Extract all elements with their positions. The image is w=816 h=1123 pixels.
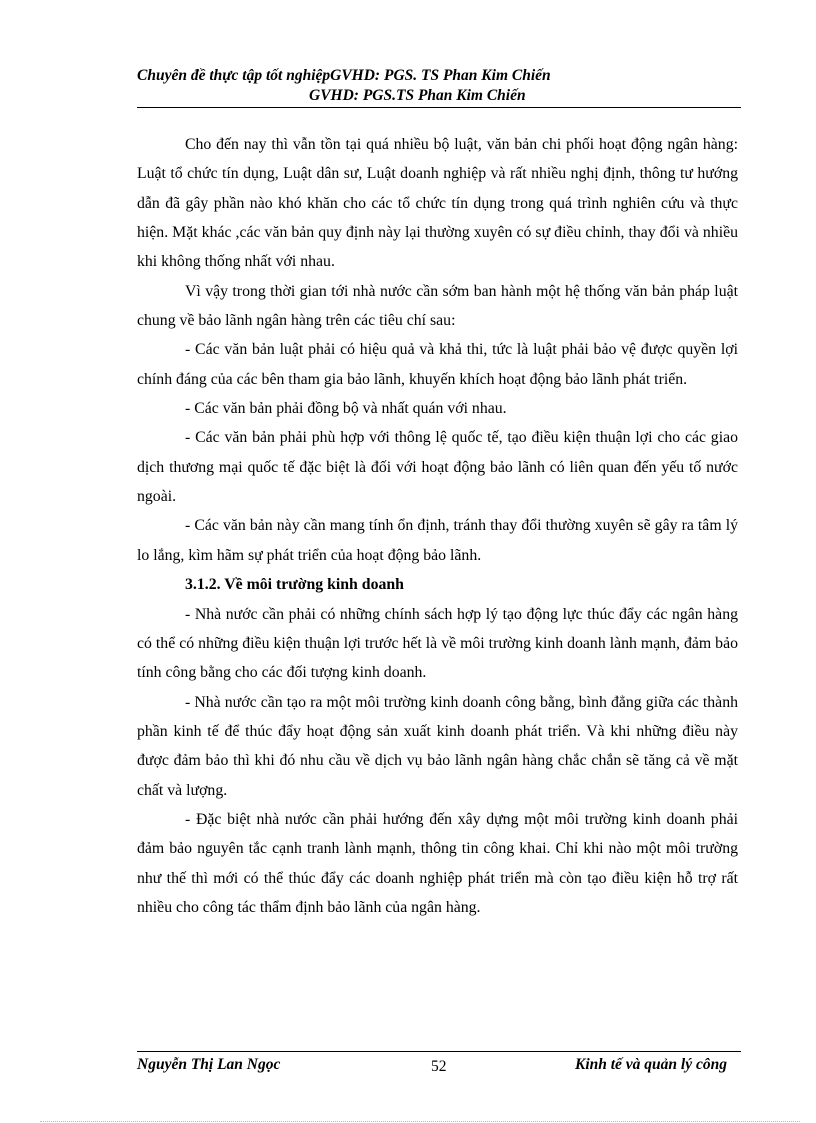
section-heading: 3.1.2. Về môi trường kinh doanh (185, 576, 404, 594)
footer-department: Kinh tế và quản lý công (574, 1056, 727, 1073)
paragraph: - Các văn bản này cần mang tính ổn định, tránh thay đổi thường xuyên sẽ gây ra tâm lý lo lắng, kìm hãm sự phát triển của hoạt động bảo lãnh. (137, 517, 738, 564)
page-bottom-border (40, 1121, 800, 1122)
document-body (137, 130, 738, 922)
page-number: 52 (431, 1058, 447, 1075)
paragraph: - Nhà nước cần tạo ra một môi trường kinh doanh công bằng, bình đẳng giữa các thành phần kinh tế để thúc đẩy hoạt động sản xuất kinh doanh phát triển. Và khi những điều này được đảm bảo thì khi đó nhu cầu về dịch vụ bảo lãnh ngân hàng chắc chắn sẽ tăng cả về mặt chất và lượng. (137, 693, 738, 799)
paragraph: - Các văn bản luật phải có hiệu quả và khả thi, tức là luật phải bảo vệ được quyền lợi chính đáng của các bên tham gia bảo lãnh, khuyến khích hoạt động bảo lãnh phát triển. (137, 341, 738, 388)
paragraph: Cho đến nay thì vẫn tồn tại quá nhiều bộ luật, văn bản chi phối hoạt động ngân hàng: Luật tổ chức tín dụng, Luật dân sư, Luật doanh nghiệp và rất nhiều nghị định, thông tư hướng dẫn đã gây phần nào khó khăn cho các tổ chức tín dụng trong quá trình nghiên cứu và thực hiện. Mặt khác ,các văn bản quy định này lại thường xuyên có sự điều chỉnh, thay đổi và nhiều khi không thống nhất với nhau. (137, 136, 738, 271)
paragraph: - Nhà nước cần phải có những chính sách hợp lý tạo động lực thúc đẩy các ngân hàng có thể có những điều kiện thuận lợi trước hết là về môi trường kinh doanh lành mạnh, đảm bảo tính công bằng cho các đối tượng kinh doanh. (137, 605, 738, 682)
paragraph: - Đặc biệt nhà nước cần phải hướng đến xây dựng một môi trường kinh doanh phải đảm bảo nguyên tắc cạnh tranh lành mạnh, thông tin công khai. Chỉ khi nào một môi trường như thế thì mới có thể thúc đẩy các doanh nghiệp phát triển mà còn tạo điều kiện hỗ trợ rất nhiều cho công tác thẩm định bảo lãnh của ngân hàng. (137, 810, 738, 916)
page-header (137, 66, 741, 106)
page-footer (137, 1056, 741, 1078)
header-supervisor: GVHD: PGS.TS Phan Kim Chiến (309, 87, 526, 104)
paragraph: - Các văn bản phải đồng bộ và nhất quán với nhau. (185, 400, 507, 418)
header-divider (137, 107, 741, 108)
header-title: Chuyên đề thực tập tốt nghiệpGVHD: PGS. TS Phan Kim Chiến (137, 67, 551, 84)
footer-divider (137, 1051, 741, 1052)
paragraph: - Các văn bản phải phù hợp với thông lệ quốc tế, tạo điều kiện thuận lợi cho các giao dịch thương mại quốc tế đặc biệt là đối với hoạt động bảo lãnh có liên quan đến yếu tố nước ngoài. (137, 429, 738, 506)
footer-author: Nguyễn Thị Lan Ngọc (137, 1056, 281, 1073)
paragraph: Vì vậy trong thời gian tới nhà nước cần sớm ban hành một hệ thống văn bản pháp luật chung về bảo lãnh ngân hàng trên các tiêu chí sau: (137, 282, 738, 330)
